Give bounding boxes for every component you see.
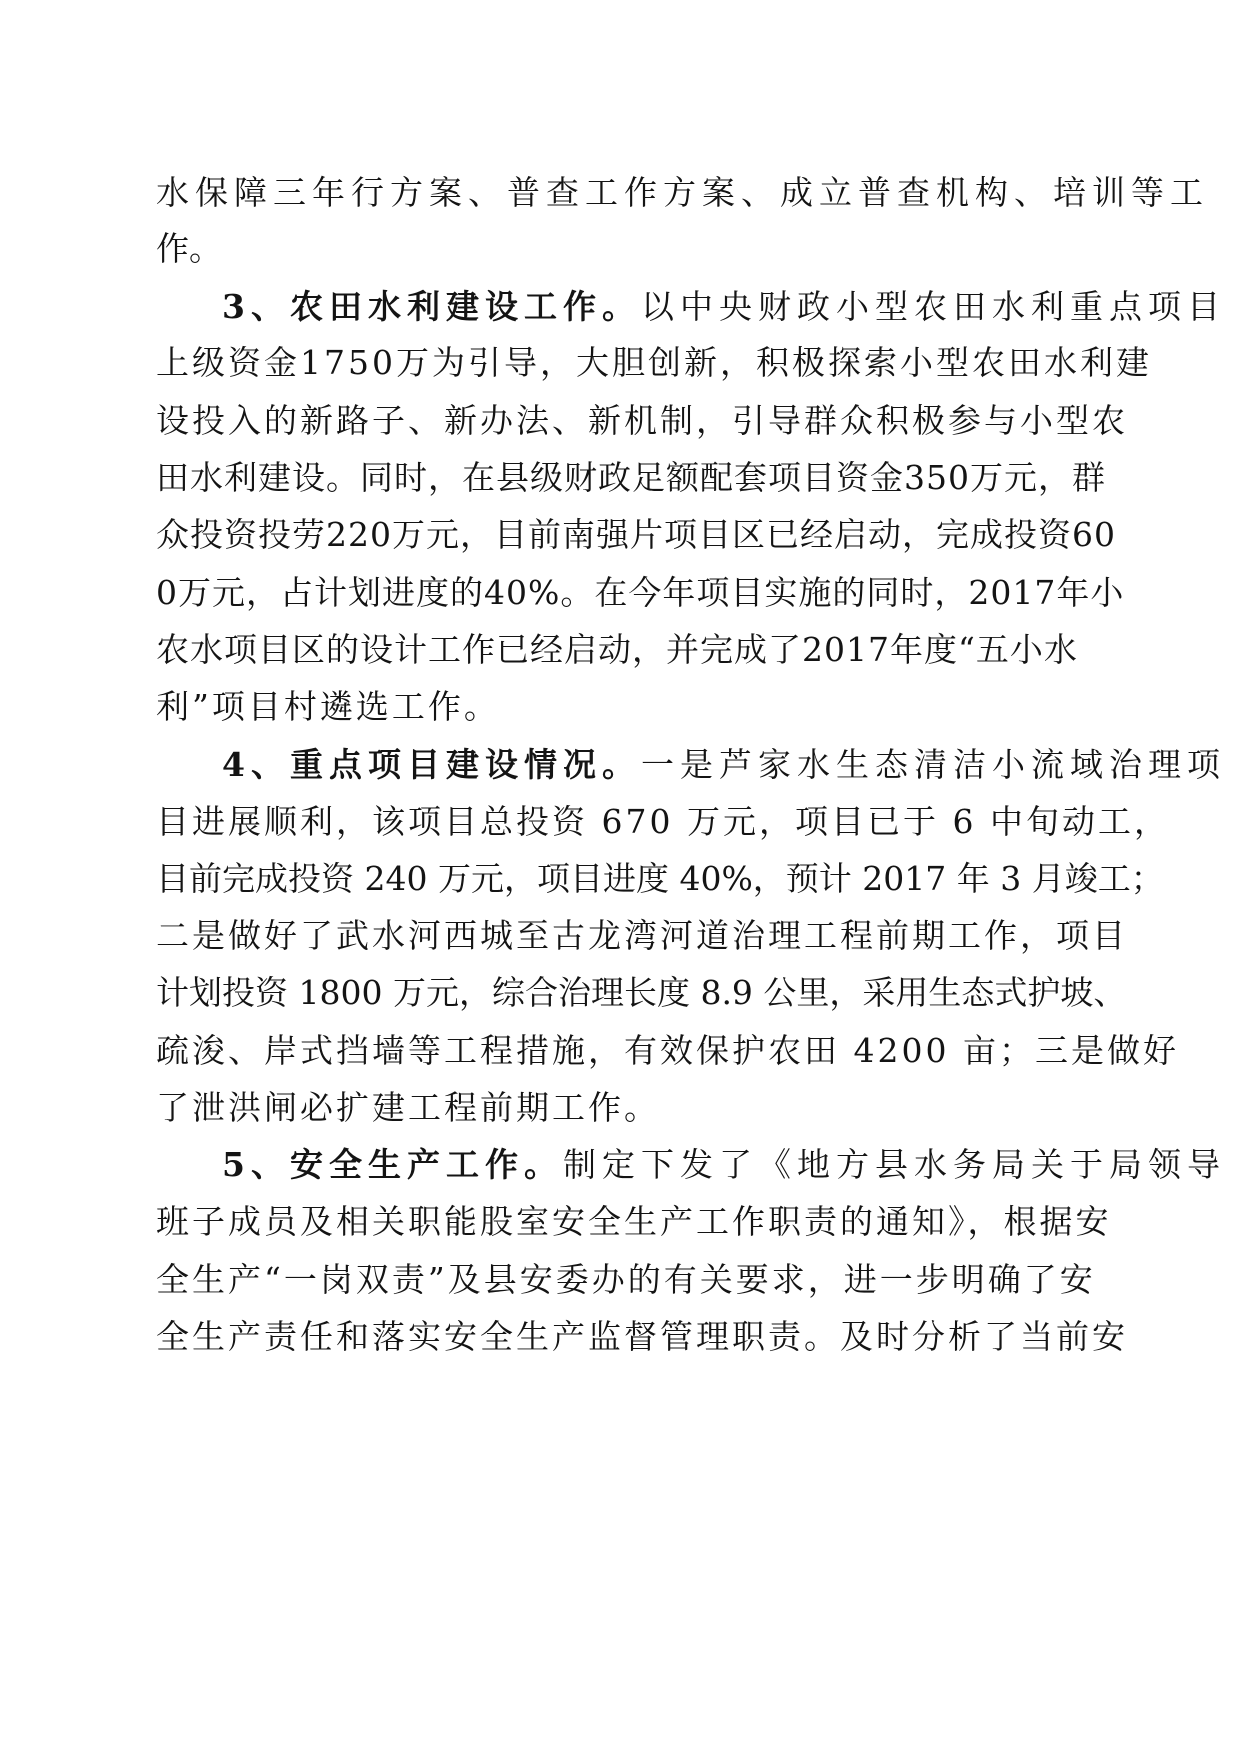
section-heading: 4、重点项目建设情况。 <box>222 745 641 784</box>
body-line: 众投资投劳220万元，目前南强片项目区已经启动，完成投资60 <box>156 515 1116 554</box>
section-heading: 5、安全生产工作。 <box>222 1145 563 1184</box>
body-line: 计划投资 1800 万元，综合治理长度 8.9 公里，采用生态式护坡、 <box>156 973 1127 1012</box>
body-line: 目前完成投资 240 万元，项目进度 40%，预计 2017 年 3 月竣工； <box>156 859 1164 898</box>
body-line: 了泄洪闸必扩建工程前期工作。 <box>156 1088 660 1127</box>
body-line: 全生产责任和落实安全生产监督管理职责。及时分析了当前安 <box>156 1317 1128 1356</box>
body-line: 农水项目区的设计工作已经启动，并完成了2017年度“五小水 <box>156 630 1078 669</box>
body-text: 以中央财政小型农田水利重点项目 <box>640 287 1226 326</box>
body-line: 全生产“一岗双责”及县安委办的有关要求，进一步明确了安 <box>156 1260 1096 1299</box>
body-line: 田水利建设。同时，在县级财政足额配套项目资金350万元，群 <box>156 458 1106 497</box>
body-line: 目进展顺利，该项目总投资 670 万元，项目已于 6 中旬动工， <box>156 802 1170 841</box>
body-line: 水保障三年行方案、普查工作方案、成立普查机构、培训等工 <box>156 173 1209 212</box>
section-4-first-line <box>222 743 1226 787</box>
body-line: 疏浚、岸式挡墙等工程措施，有效保护农田 4200 亩；三是做好 <box>156 1031 1179 1070</box>
body-line: 班子成员及相关职能股室安全生产工作职责的通知》，根据安 <box>156 1202 1112 1241</box>
body-text: 一是芦家水生态清洁小流域治理项 <box>640 745 1226 784</box>
body-line: 作。 <box>156 229 222 268</box>
body-line: 设投入的新路子、新办法、新机制，引导群众积极参与小型农 <box>156 401 1128 440</box>
body-text: 制定下发了《地方县水务局关于局领导 <box>562 1145 1226 1184</box>
section-heading: 3、农田水利建设工作。 <box>222 287 641 326</box>
section-5-first-line <box>222 1143 1226 1187</box>
body-line: 二是做好了武水河西城至古龙湾河道治理工程前期工作，项目 <box>156 916 1128 955</box>
section-3-first-line <box>222 285 1226 329</box>
body-line: 利”项目村遴选工作。 <box>156 687 500 726</box>
body-line: 0万元，占计划进度的40%。在今年项目实施的同时，2017年小 <box>156 573 1125 612</box>
body-line: 上级资金1750万为引导，大胆创新，积极探索小型农田水利建 <box>156 343 1152 382</box>
